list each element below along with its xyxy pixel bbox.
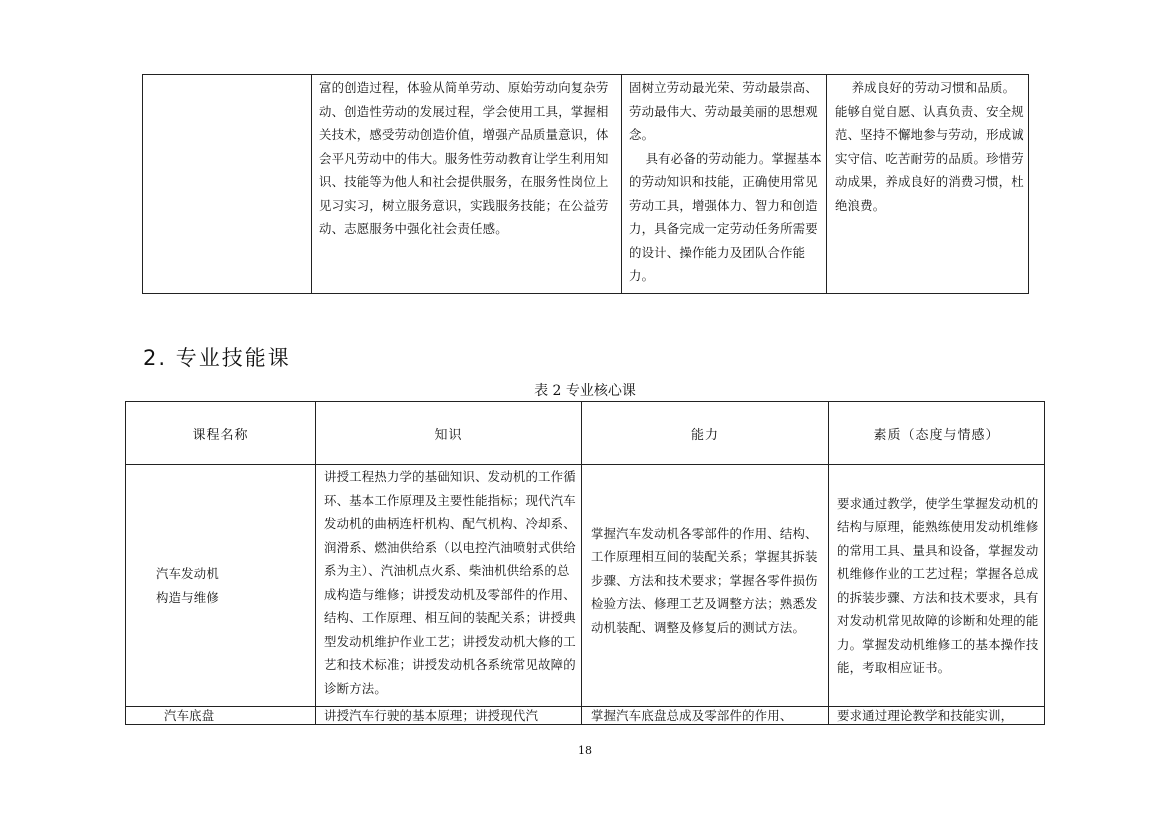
quality-cell: 要求通过理论教学和技能实训， <box>829 707 1045 725</box>
course-name-cell: 汽车底盘 <box>126 707 316 725</box>
table-row <box>126 465 1045 707</box>
ability-cell: 固树立劳动最光荣、劳动最崇高、劳动最伟大、劳动最美丽的思想观念。 具有必备的劳动能力。掌握基本的劳动知识和技能，正确使用常见劳动工具，增强体力、智力和创造力，具备完成一定劳动任务所需要的设计、操作能力及团队合作能力。 <box>622 75 827 294</box>
quality-cell: 要求通过教学，使学生掌握发动机的结构与原理，能熟练使用发动机维修的常用工具、量具和设备，掌握发动机维修作业的工艺过程；掌握各总成的拆装步骤、方法和技术要求，具有对发动机常见故障的诊断和处理的能力。掌握发动机维修工的基本操作技能，考取相应证书。 <box>829 465 1045 707</box>
table-header-row <box>126 402 1045 465</box>
course-name-cell <box>143 75 312 294</box>
page-number: 18 <box>578 744 592 757</box>
knowledge-cell: 讲授汽车行驶的基本原理；讲授现代汽 <box>316 707 582 725</box>
header-quality: 素质（态度与情感） <box>829 402 1045 465</box>
course-name-cell: 汽车发动机 构造与维修 <box>126 465 316 707</box>
ability-cell: 掌握汽车底盘总成及零部件的作用、 <box>582 707 829 725</box>
table-row <box>126 707 1045 725</box>
core-course-table <box>125 401 1045 725</box>
header-knowledge: 知识 <box>316 402 582 465</box>
quality-cell: 养成良好的劳动习惯和品质。能够自觉自愿、认真负责、安全规范、坚持不懈地参与劳动，形成诚实守信、吃苦耐劳的品质。珍惜劳动成果，养成良好的消费习惯，杜绝浪费。 <box>827 75 1029 294</box>
labor-education-table <box>142 74 1029 294</box>
ability-cell: 掌握汽车发动机各零部件的作用、结构、工作原理相互间的装配关系；掌握其拆装步骤、方法和技术要求；掌握各零件损伤检验方法、修理工艺及调整方法；熟悉发动机装配、调整及修复后的测试方法。 <box>582 465 829 707</box>
header-ability: 能力 <box>582 402 829 465</box>
section-title: 2. 专业技能课 <box>143 346 291 370</box>
table-caption: 表 2 专业核心课 <box>534 383 636 399</box>
knowledge-cell: 讲授工程热力学的基础知识、发动机的工作循环、基本工作原理及主要性能指标；现代汽车发动机的曲柄连杆机构、配气机构、冷却系、润滑系、燃油供给系（以电控汽油喷射式供给系为主）、汽油机点火系、柴油机供给系的总成构造与维修；讲授发动机及零部件的作用、结构、工作原理、相互间的装配关系；讲授典型发动机维护作业工艺；讲授发动机大修的工艺和技术标准；讲授发动机各系统常见故障的诊断方法。 <box>316 465 582 707</box>
table-row <box>143 75 1029 294</box>
knowledge-cell: 富的创造过程，体验从简单劳动、原始劳动向复杂劳动、创造性劳动的发展过程，学会使用工具，掌握相关技术，感受劳动创造价值，增强产品质量意识，体会平凡劳动中的伟大。服务性劳动教育让学生利用知识、技能等为他人和社会提供服务，在服务性岗位上见习实习，树立服务意识，实践服务技能；在公益劳动、志愿服务中强化社会责任感。 <box>312 75 622 294</box>
header-course-name: 课程名称 <box>126 402 316 465</box>
